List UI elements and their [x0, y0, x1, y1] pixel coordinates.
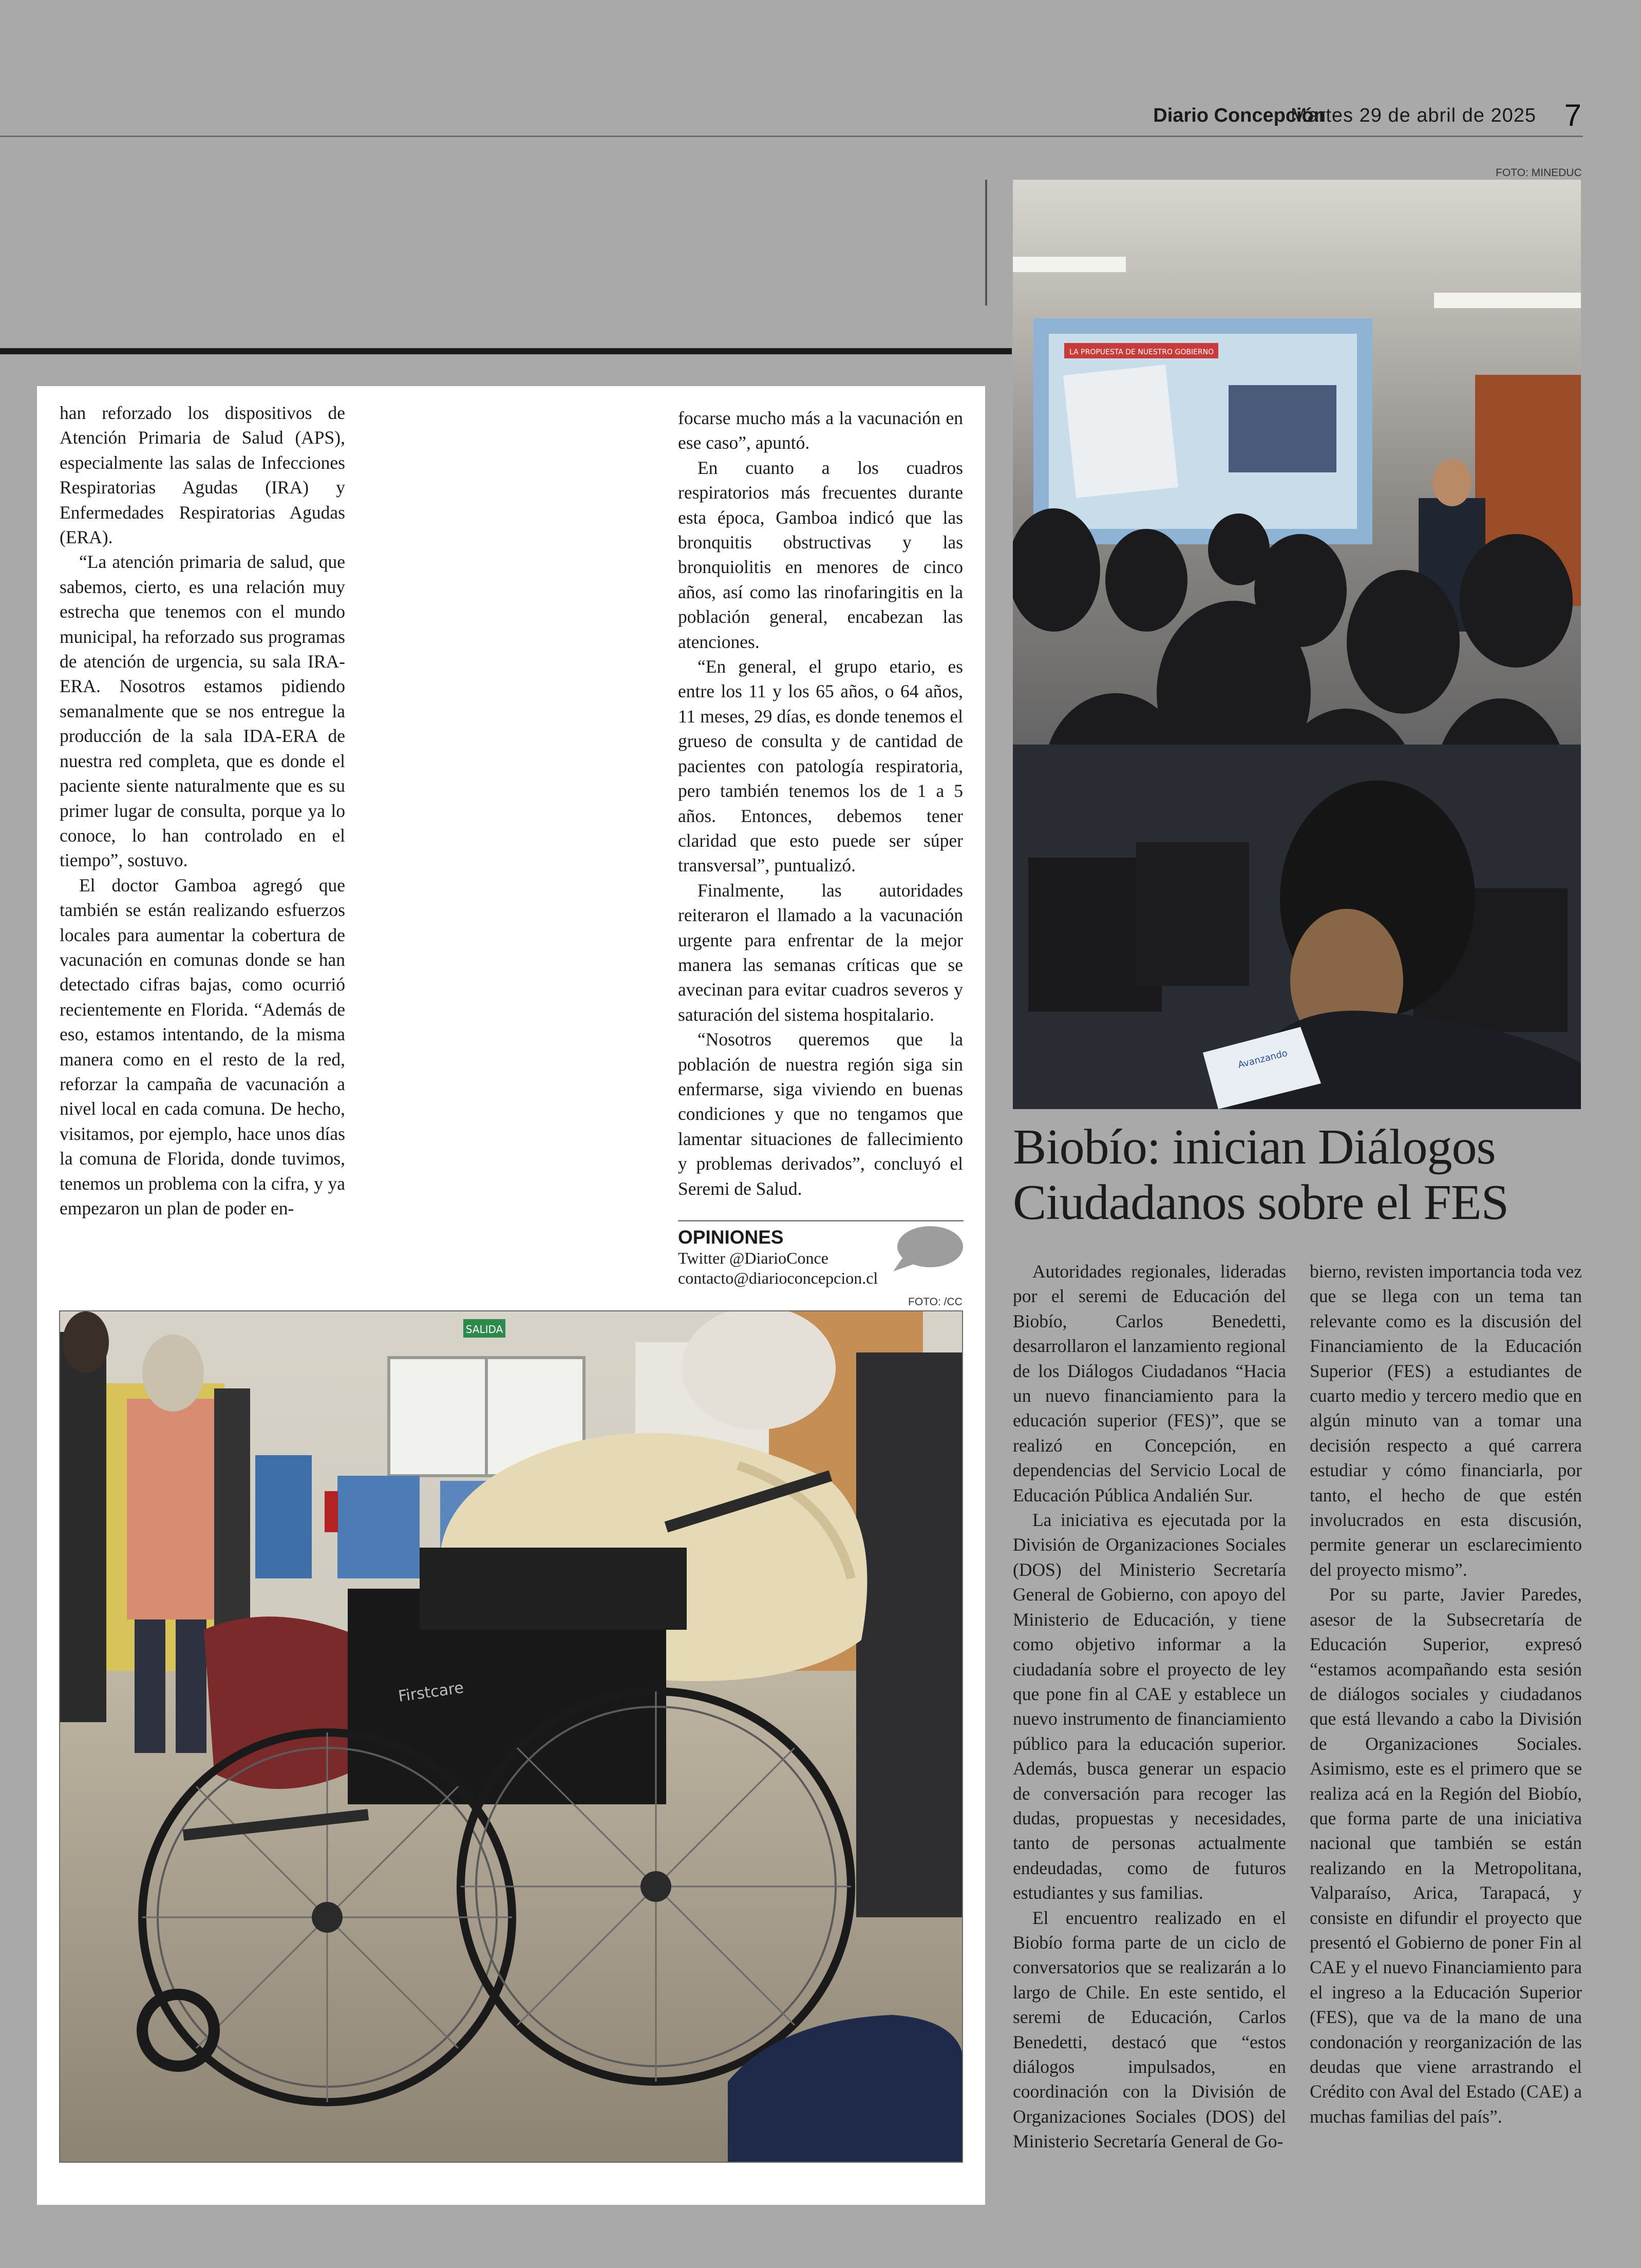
- header-rule: [0, 136, 1583, 137]
- paragraph: “Nosotros queremos que la población de nuestra región siga sin enfermarse, siga viviendo en buenas condiciones y que no tengamos que lamentar situaciones de fallecimiento y problemas derivados”, concluyó el Seremi de Salud.: [678, 1029, 963, 1199]
- paragraph: “En general, el grupo etario, es entre los 11 y los 65 años, o 64 años, 11 meses, 29 días, es donde tenemos el grueso de consulta y de cantidad de pacientes con patología respiratoria, pero también tenemos los de 1 a 5 años. Entonces, debemos tener claridad que esto puede ser súper transversal”, puntualizó.: [678, 656, 963, 876]
- page-header: [1016, 98, 1581, 136]
- wheelchair-photo: [59, 1310, 963, 2163]
- paragraph: En cuanto a los cuadros respiratorios más frecuentes durante esta época, Gamboa indicó que las bronquitis obstructivas y las bronquiolitis en menores de cinco años, así como las rinofaringitis en la población general, encabezan las atenciones.: [678, 457, 963, 652]
- exit-sign-text: SALIDA: [465, 1323, 503, 1336]
- paragraph: focarse mucho más a la vacunación en ese caso”, apuntó.: [678, 408, 963, 453]
- fes-dialogue-photo: [1013, 180, 1581, 1109]
- booklet-text: Avanzando: [1237, 1047, 1289, 1071]
- column-divider: [985, 180, 987, 306]
- contact-email[interactable]: contacto@diarioconcepcion.cl: [678, 1269, 878, 1287]
- paragraph: Por su parte, Javier Paredes, asesor de la Subsecretaría de Educación Superior, expresó “estamos acompañando esta sesión de diálogos sociales y ciudadanos que está llevando a cabo la División de Organizaciones Sociales. Asimismo, este es el primero que se realiza acá en la Región del Biobío, que forma parte de una iniciativa nacional que también se están realizando en la Metropolitana, Valparaíso, Arica, Tarapacá, y consiste en difundir el proyecto que presentó el Gobierno de poner Fin al CAE y el nuevo Financiamiento para el ingreso a la Educación Superior (FES), que va de la mano de una condonación y reorganización de las deudas que viene arrastrando el Crédito con Aval del Estado (CAE) a muchas familias del país”.: [1310, 1584, 1582, 2127]
- speech-bubble-icon: [891, 1224, 964, 1273]
- opinions-title: OPINIONES: [678, 1227, 784, 1248]
- paragraph: Autoridades regionales, lideradas por el seremi de Educación del Biobío, Carlos Benedetti, desarrollaron el lanzamiento regional de los Diálogos Ciudadanos “Hacia un nuevo financiamiento para la educación superior (FES)”, que se realizó en Concepción, en dependencias del Servicio Local de Educación Pública Andalién Sur.: [1013, 1261, 1286, 1505]
- article-headline: Biobío: inician Diálogos Ciudadanos sobre el FES: [1013, 1119, 1509, 1230]
- paragraph: El encuentro realizado en el Biobío forma parte de un ciclo de conversatorios que se realizarán a lo largo de Chile. En este sentido, el seremi de Educación, Carlos Benedetti, destacó que “estos diálogos impulsados, en coordinación con la División de Organizaciones Sociales (DOS) del Ministerio Secretaría General de Go-: [1013, 1907, 1286, 2152]
- twitter-handle[interactable]: Twitter @DiarioConce: [678, 1249, 828, 1267]
- paragraph: Finalmente, las autoridades reiteraron el llamado a la vacunación urgente para enfrentar de la mejor manera las semanas críticas que se avecinan para evitar cuadros severos y saturación del sistema hospitalario.: [678, 880, 963, 1025]
- paragraph: El doctor Gamboa agregó que también se están realizando esfuerzos locales para aumentar la cobertura de vacunación en comunas donde se han detectado cifras bajas, como ocurrió recientemente en Florida. “Además de eso, estamos intentando, de la misma manera como en el resto de la red, reforzar la campaña de vacunación a nivel local en cada comuna. De hecho, visitamos, por ejemplo, hace unos días la comuna de Florida, donde tuvimos, tenemos un problema con la cifra, y ya empezaron un plan de poder en-: [60, 874, 345, 1218]
- section-rule: [0, 348, 1012, 354]
- publication-date: Martes 29 de abril de 2025: [1290, 105, 1536, 126]
- left-article-column-1: [60, 401, 345, 1221]
- wheelchair-brand-label: Firstcare: [397, 1679, 465, 1706]
- left-article-column-2: [678, 406, 963, 1201]
- page-number: 7: [1564, 98, 1581, 132]
- hospital-waiting-room-image: [60, 1311, 963, 2163]
- paragraph: “La atención primaria de salud, que sabemos, cierto, es una relación muy estrecha que tenemos con el mundo municipal, ha reforzado sus programas de atención de urgencia, su sala IRA-ERA. Nosotros estamos pidiendo semanalmente que se nos entregue la producción de la sala IDA-ERA de nuestra red completa, que es donde el paciente siente naturalmente que es su primer lugar de consulta, porque ya lo conoce, lo han controlado en el tiempo”, sostuvo.: [60, 551, 345, 871]
- paragraph: han reforzado los dispositivos de Atención Primaria de Salud (APS), especialmente las salas de Infecciones Respiratorias Agudas (IRA) y Enfermedades Respiratorias Agudas (ERA).: [60, 403, 345, 548]
- right-article-column-1: [1013, 1259, 1286, 2154]
- paragraph: bierno, revisten importancia toda vez que se llega con un tema tan relevante como es la discusión del Financiamiento de la Educación Superior (FES) a estudiantes de cuarto medio y tercero medio que en algún minuto van a tomar una decisión respecto a qué carrera estudiar y cómo financiarla, por tanto, el hecho de que estén involucrados en esta discusión, permite generar un esclarecimiento del proyecto mismo”.: [1310, 1261, 1582, 1580]
- slide-banner-text: LA PROPUESTA DE NUESTRO GOBIERNO: [1069, 348, 1214, 356]
- paragraph: La iniciativa es ejecutada por la División de Organizaciones Sociales (DOS) del Ministerio Secretaría General de Gobierno, con apoyo del Ministerio de Educación, y tiene como objetivo informar a la ciudadanía sobre el proyecto de ley que pone fin al CAE y establece un nuevo instrumento de financiamiento público para la educación superior. Además, busca generar un espacio de conversación para recoger las dudas, propuestas y necesidades, tanto de personas actualmente endeudadas, como de futuros estudiantes y sus familias.: [1013, 1510, 1286, 1903]
- photo-credit: FOTO: MINEDUC: [1496, 167, 1582, 179]
- photo-credit: FOTO: /CC: [908, 1296, 963, 1308]
- newspaper-name: Diario Concepción: [1153, 105, 1326, 126]
- auditorium-presentation-image: [1013, 180, 1581, 1109]
- right-article-column-2: [1310, 1259, 1582, 2129]
